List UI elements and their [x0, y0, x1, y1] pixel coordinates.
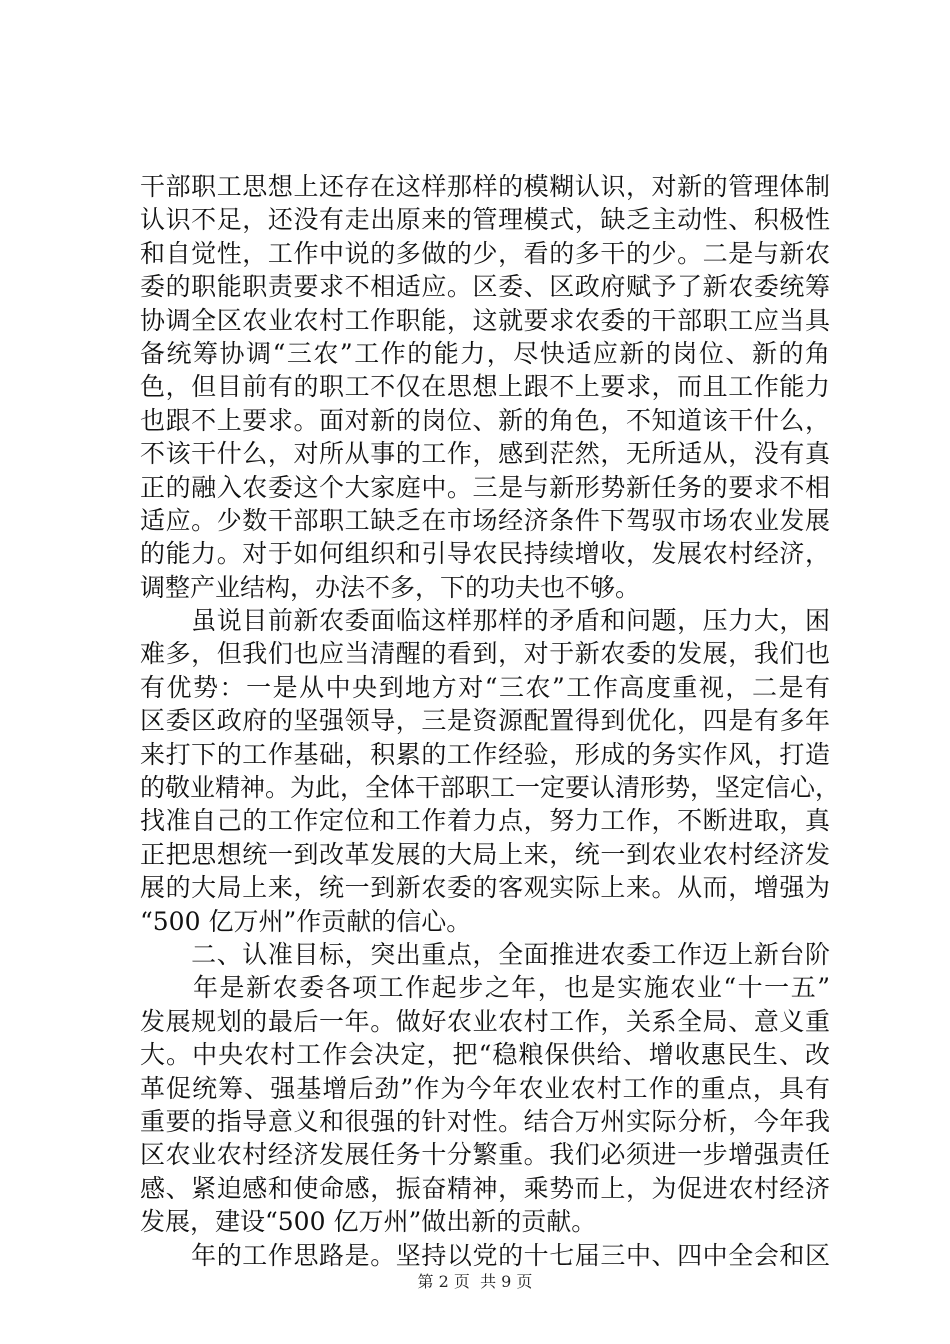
text-line: 区委区政府的坚强领导，三是资源配置得到优化，四是有多年 — [140, 706, 830, 736]
text-line: 委的职能职责要求不相适应。区委、区政府赋予了新农委统筹 — [140, 272, 830, 302]
text-line: 认识不足，还没有走出原来的管理模式，缺乏主动性、积极性 — [140, 205, 830, 235]
text-line: 的敬业精神。为此，全体干部职工一定要认清形势，坚定信心， — [140, 773, 841, 803]
text-line: 年的工作思路是。坚持以党的十七届三中、四中全会和区 — [140, 1240, 830, 1270]
text-line: 展的大局上来，统一到新农委的客观实际上来。从而，增强为 — [140, 873, 830, 903]
text-line: 适应。少数干部职工缺乏在市场经济条件下驾驭市场农业发展 — [140, 505, 830, 535]
text-line: 大。中央农村工作会决定，把“稳粮保供给、增收惠民生、改 — [140, 1040, 830, 1070]
text-line: 虽说目前新农委面临这样那样的矛盾和问题，压力大，困 — [140, 606, 830, 636]
text-line: 感、紧迫感和使命感，振奋精神，乘势而上，为促进农村经济 — [140, 1173, 830, 1203]
text-line: 备统筹协调“三农”工作的能力，尽快适应新的岗位、新的角 — [140, 338, 830, 368]
page-footer — [0, 1272, 950, 1292]
page-number-label: 第 2 页 共 9 页 — [417, 1272, 533, 1291]
document-body — [140, 170, 841, 1272]
text-line: 不该干什么，对所从事的工作，感到茫然，无所适从，没有真 — [140, 439, 830, 469]
text-line: 正把思想统一到改革发展的大局上来，统一到农业农村经济发 — [140, 839, 830, 869]
text-line: 和自觉性，工作中说的多做的少，看的多干的少。二是与新农 — [140, 238, 830, 268]
text-line: “500 亿万州”作贡献的信心。 — [140, 906, 472, 936]
text-line: 协调全区农业农村工作职能，这就要求农委的干部职工应当具 — [140, 305, 830, 335]
text-line: 发展规划的最后一年。做好农业农村工作，关系全局、意义重 — [140, 1006, 830, 1036]
text-line: 重要的指导意义和很强的针对性。结合万州实际分析，今年我 — [140, 1106, 830, 1136]
text-line: 年是新农委各项工作起步之年，也是实施农业“十一五” — [140, 973, 830, 1003]
text-line: 正的融入农委这个大家庭中。三是与新形势新任务的要求不相 — [140, 472, 830, 502]
text-line: 色，但目前有的职工不仅在思想上跟不上要求，而且工作能力 — [140, 372, 830, 402]
text-line: 的能力。对于如何组织和引导农民持续增收，发展农村经济， — [140, 539, 830, 569]
text-line: 难多，但我们也应当清醒的看到，对于新农委的发展，我们也 — [140, 639, 830, 669]
text-line: 革促统筹、强基增后劲”作为今年农业农村工作的重点，具有 — [140, 1073, 830, 1103]
text-line: 干部职工思想上还存在这样那样的模糊认识，对新的管理体制 — [140, 172, 830, 201]
text-line: 也跟不上要求。面对新的岗位、新的角色，不知道该干什么， — [140, 405, 830, 435]
text-line: 有优势：一是从中央到地方对“三农”工作高度重视，二是有 — [140, 672, 830, 702]
text-line: 调整产业结构，办法不多，下的功夫也不够。 — [140, 572, 641, 602]
text-line: 找准自己的工作定位和工作着力点，努力工作，不断进取，真 — [140, 806, 830, 836]
text-line: 二、认准目标，突出重点，全面推进农委工作迈上新台阶 — [140, 939, 830, 969]
text-line: 区农业农村经济发展任务十分繁重。我们必须进一步增强责任 — [140, 1140, 830, 1170]
text-line: 发展，建设“500 亿万州”做出新的贡献。 — [140, 1207, 597, 1237]
text-line: 来打下的工作基础，积累的工作经验，形成的务实作风，打造 — [140, 739, 830, 769]
